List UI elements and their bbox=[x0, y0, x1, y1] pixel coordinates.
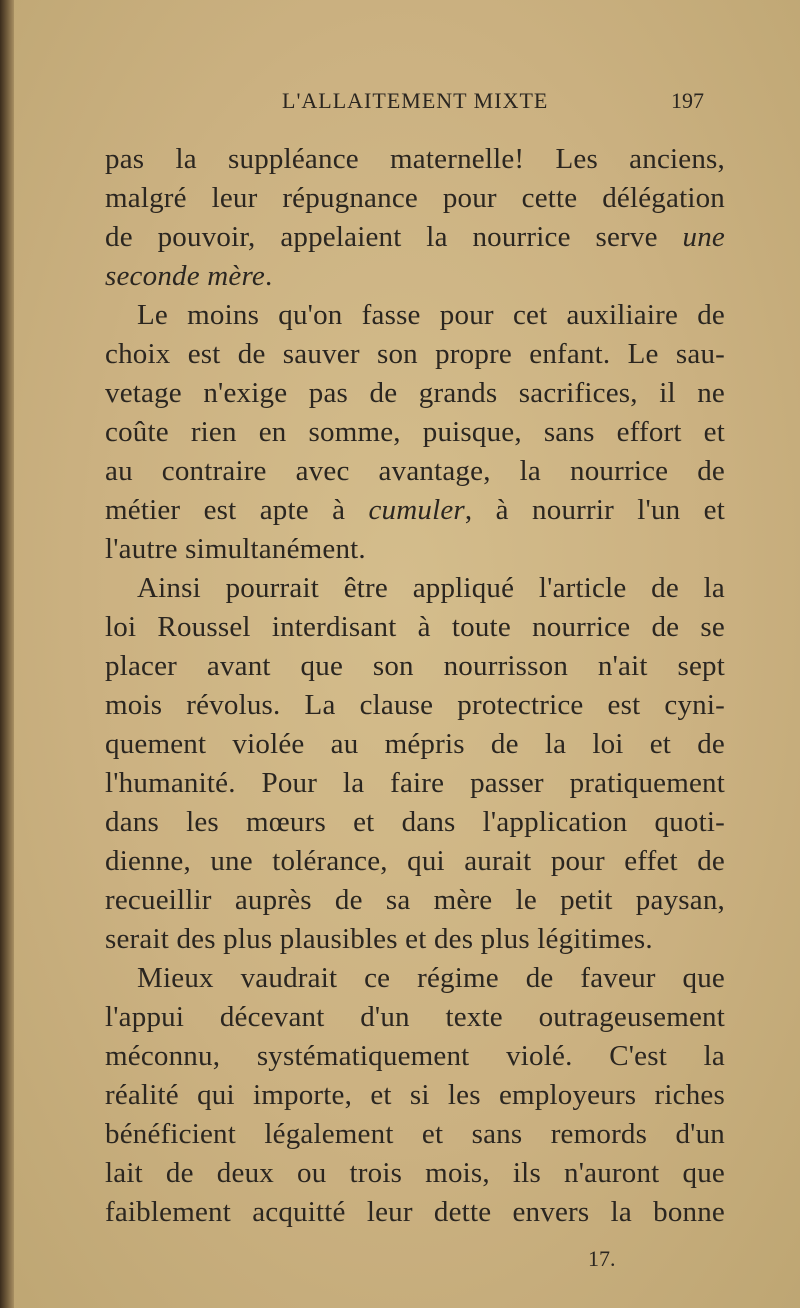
text-line: quement violée au mépris de la loi et de bbox=[105, 728, 725, 760]
text-line: métier est apte à cumuler, à nourrir l'un et bbox=[105, 494, 725, 526]
paragraph-start-line: Ainsi pourrait être appliqué l'article de la bbox=[137, 572, 725, 604]
text-line: l'autre simultanément. bbox=[105, 533, 366, 565]
paragraph-start-line: Le moins qu'on fasse pour cet auxiliaire de bbox=[137, 299, 725, 331]
text-line: seconde mère. bbox=[105, 260, 273, 292]
text-line: dans les mœurs et dans l'application quoti- bbox=[105, 806, 725, 838]
text-line: vetage n'exige pas de grands sacrifices, il ne bbox=[105, 377, 725, 409]
italic-phrase: une bbox=[682, 221, 725, 253]
text-line: l'appui décevant d'un texte outrageusement bbox=[105, 1001, 725, 1033]
text-line: placer avant que son nourrisson n'ait sept bbox=[105, 650, 725, 682]
text-line: serait des plus plausibles et des plus légitimes. bbox=[105, 923, 653, 955]
text-line: dienne, une tolérance, qui aurait pour effet de bbox=[105, 845, 725, 877]
text-line: coûte rien en somme, puisque, sans effort et bbox=[105, 416, 725, 448]
text-line: loi Roussel interdisant à toute nourrice de se bbox=[105, 611, 725, 643]
text-line: l'humanité. Pour la faire passer pratiquement bbox=[105, 767, 725, 799]
text-line: pas la suppléance maternelle! Les anciens, bbox=[105, 143, 725, 175]
page-binding-edge bbox=[0, 0, 14, 1308]
text-line: méconnu, systématiquement violé. C'est la bbox=[105, 1040, 725, 1072]
paragraph-start-line: Mieux vaudrait ce régime de faveur que bbox=[137, 962, 725, 994]
text-line: lait de deux ou trois mois, ils n'auront que bbox=[105, 1157, 725, 1189]
text-line: malgré leur répugnance pour cette délégation bbox=[105, 182, 725, 214]
text-line: choix est de sauver son propre enfant. Le sau- bbox=[105, 338, 725, 370]
italic-phrase: cumuler bbox=[368, 494, 465, 526]
page-number: 197 bbox=[671, 88, 704, 113]
text-line: faiblement acquitté leur dette envers la bonne bbox=[105, 1196, 725, 1228]
text-line: de pouvoir, appelaient la nourrice serve une bbox=[105, 221, 725, 253]
page-header bbox=[0, 88, 800, 124]
text-line: recueillir auprès de sa mère le petit paysan, bbox=[105, 884, 725, 916]
text-line: mois révolus. La clause protectrice est cyni- bbox=[105, 689, 725, 721]
text-line: bénéficient légalement et sans remords d'un bbox=[105, 1118, 725, 1150]
running-title: L'ALLAITEMENT MIXTE bbox=[282, 88, 549, 113]
signature-mark: 17. bbox=[588, 1246, 616, 1271]
body-text bbox=[105, 140, 725, 1232]
text-line: au contraire avec avantage, la nourrice de bbox=[105, 455, 725, 487]
italic-phrase: seconde mère bbox=[105, 260, 265, 292]
text-line: réalité qui importe, et si les employeurs riches bbox=[105, 1079, 725, 1111]
